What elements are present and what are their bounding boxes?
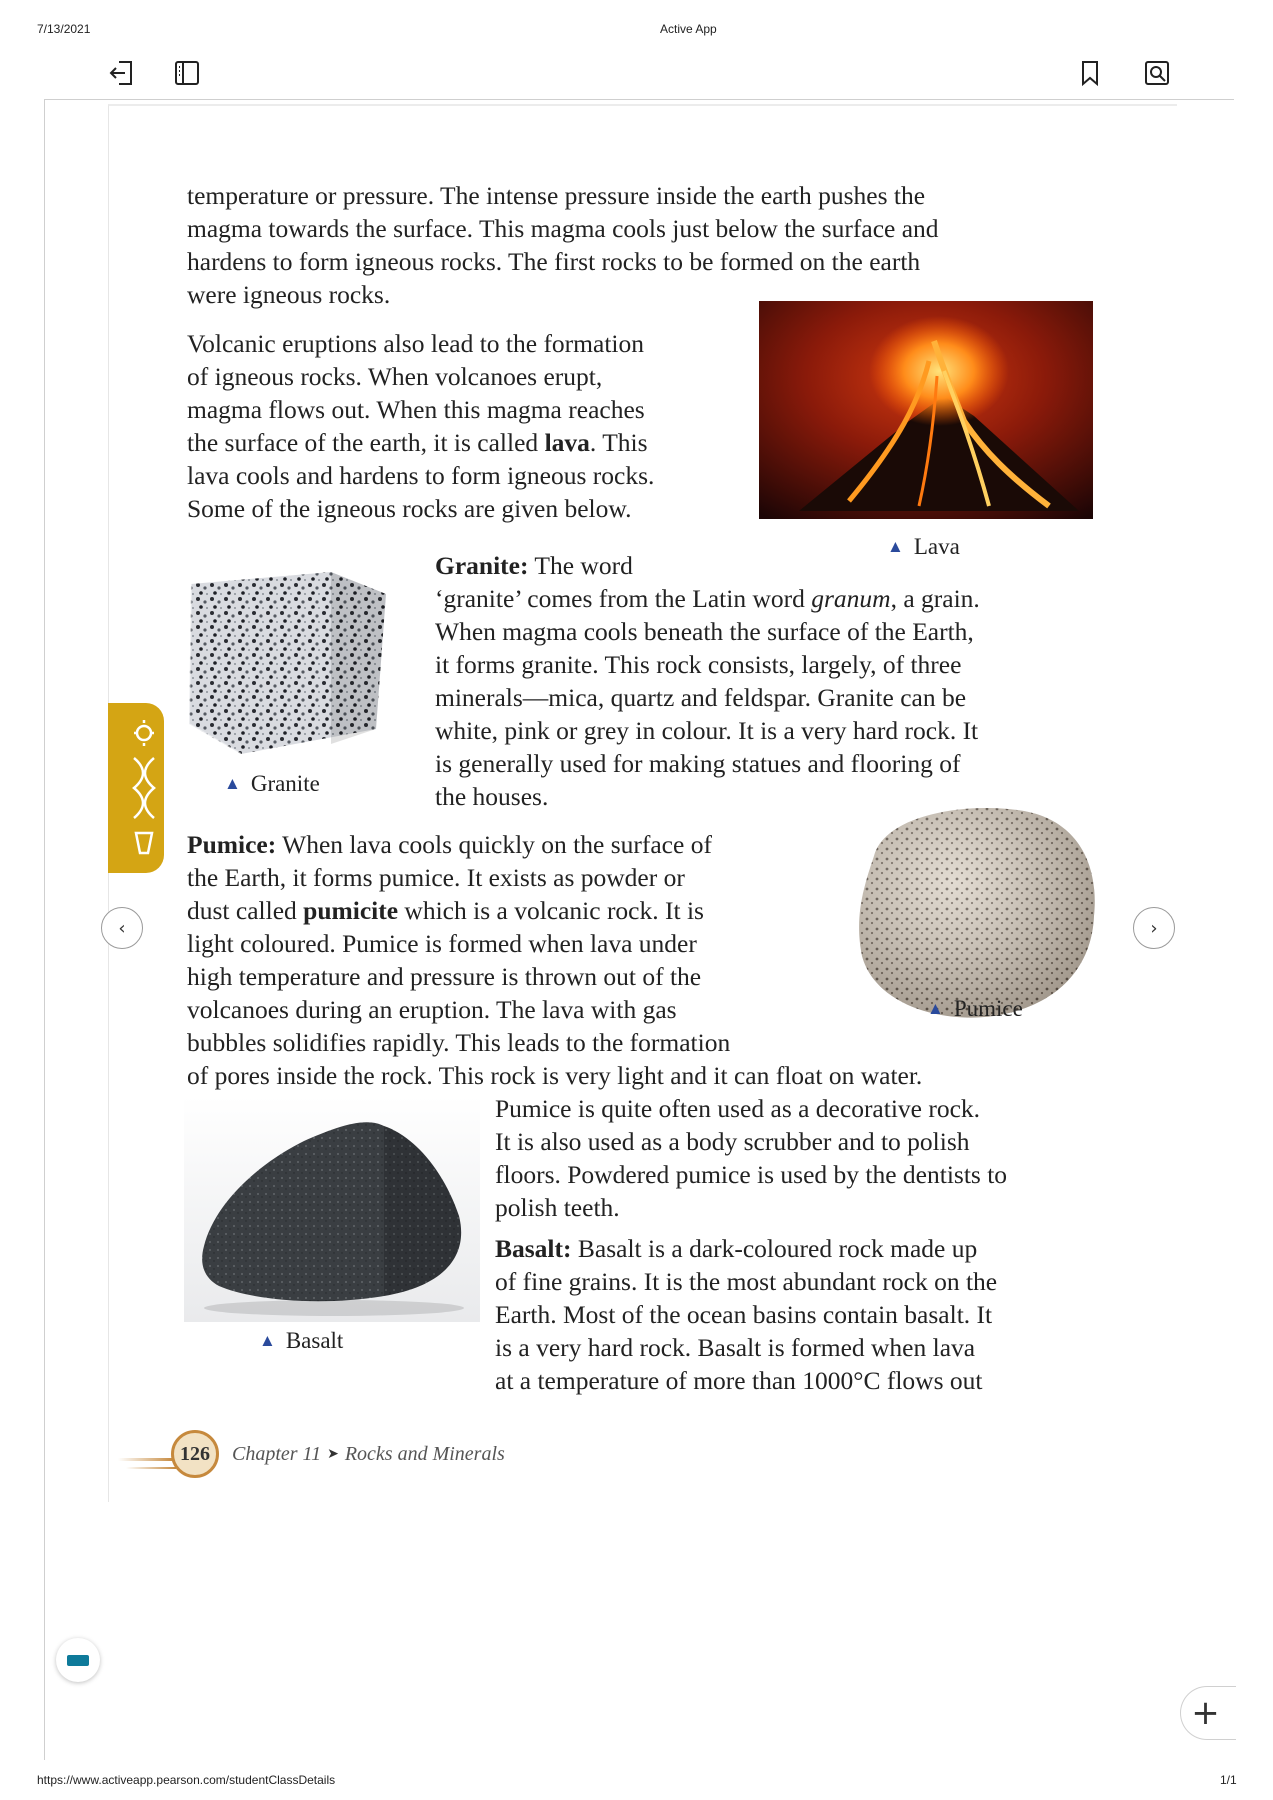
pumice-line: of pores inside the rock. This rock is very light and it can float on water. — [187, 1061, 923, 1090]
granite-line: When magma cools beneath the surface of the Earth, — [435, 617, 974, 646]
granite-line: ‘granite’ comes from the Latin word granum, a grain. — [435, 584, 980, 613]
pumice-line: polish teeth. — [495, 1193, 620, 1222]
pumice-line: the Earth, it forms pumice. It exists as powder or — [187, 863, 685, 892]
page-number-decoration — [126, 1467, 176, 1469]
basalt-line: at a temperature of more than 1000°C flows out — [495, 1366, 983, 1395]
pumice-line: Pumice is quite often used as a decorative rock. — [495, 1094, 981, 1123]
notes-toggle-button[interactable] — [56, 1638, 100, 1682]
pumice-line: volcanoes during an eruption. The lava with gas — [187, 995, 677, 1024]
page-number: 126 — [171, 1430, 219, 1478]
heading-pumice: Pumice: — [187, 830, 277, 859]
pumice-line: dust called pumicite which is a volcanic rock. It is — [187, 896, 704, 925]
caption-triangle-icon: ▲ — [224, 774, 241, 793]
caption-triangle-icon: ▲ — [927, 999, 944, 1018]
volcanic-line: Some of the igneous rocks are given below. — [187, 494, 632, 523]
granite-caption: ▲ Granite — [224, 771, 320, 796]
print-date: 7/13/2021 — [37, 22, 91, 36]
granite-line: the houses. — [435, 782, 549, 811]
basalt-caption: ▲ Basalt — [259, 1328, 344, 1353]
notes-icon — [67, 1655, 89, 1666]
volcanic-line: of igneous rocks. When volcanoes erupt, — [187, 362, 603, 391]
prev-page-button[interactable]: ‹ — [101, 907, 143, 949]
basalt-line: is a very hard rock. Basalt is formed when lava — [495, 1333, 976, 1362]
chevron-right-icon: ➤ — [327, 1447, 339, 1462]
chapter-label: Chapter 11 ➤ Rocks and Minerals — [232, 1443, 505, 1465]
intro-line: were igneous rocks. — [187, 280, 391, 309]
add-button[interactable]: + — [1180, 1686, 1236, 1740]
granite-line: is generally used for making statues and flooring of — [435, 749, 961, 778]
volcanic-line: lava cools and hardens to form igneous rocks. — [187, 461, 655, 490]
basalt-line: Earth. Most of the ocean basins contain basalt. It — [495, 1300, 993, 1329]
lava-caption: ▲ Lava — [887, 534, 960, 559]
intro-line: magma towards the surface. This magma cools just below the surface and — [187, 214, 939, 243]
pumice-line: floors. Powdered pumice is used by the dentists to — [495, 1160, 1008, 1189]
bookmark-icon[interactable] — [1075, 58, 1105, 88]
basalt-image — [184, 1096, 480, 1322]
lava-image — [759, 301, 1093, 519]
exit-icon[interactable] — [107, 58, 137, 88]
intro-line: temperature or pressure. The intense pressure inside the earth pushes the — [187, 181, 926, 210]
pumice-line: bubbles solidifies rapidly. This leads to the formation — [187, 1028, 731, 1057]
print-url: https://www.activeapp.pearson.com/studentClassDetails — [37, 1773, 336, 1787]
next-page-button[interactable]: › — [1133, 907, 1175, 949]
viewer-divider — [44, 99, 1234, 100]
volcanic-line: the surface of the earth, it is called lava. This — [187, 428, 648, 457]
caption-triangle-icon: ▲ — [887, 537, 904, 556]
science-tools-icon — [108, 703, 164, 873]
search-page-icon[interactable] — [1142, 58, 1172, 88]
print-title: Active App — [660, 22, 717, 36]
term-pumicite: pumicite — [303, 896, 399, 925]
pumice-image — [844, 796, 1106, 1024]
viewer-left-border — [44, 99, 45, 1760]
volcanic-line: magma flows out. When this magma reaches — [187, 395, 645, 424]
book-page — [108, 104, 1177, 1502]
granite-line: Granite: The word — [435, 551, 633, 580]
intro-line: hardens to form igneous rocks. The first rocks to be formed on the earth — [187, 247, 921, 276]
sidebar-toggle-icon[interactable] — [172, 58, 202, 88]
pumice-line: Pumice: When lava cools quickly on the surface of — [187, 830, 712, 859]
resources-side-tab[interactable] — [108, 703, 164, 873]
volcanic-line: Volcanic eruptions also lead to the formation — [187, 329, 644, 358]
granite-image — [181, 554, 391, 764]
heading-granite: Granite: — [435, 551, 529, 580]
term-lava: lava — [544, 428, 590, 457]
caption-triangle-icon: ▲ — [259, 1331, 276, 1350]
pumice-caption: ▲ Pumice — [927, 996, 1023, 1021]
pumice-line: high temperature and pressure is thrown out of the — [187, 962, 702, 991]
page-number-decoration — [118, 1458, 174, 1461]
pumice-line: It is also used as a body scrubber and to polish — [495, 1127, 970, 1156]
granite-line: white, pink or grey in colour. It is a very hard rock. It — [435, 716, 979, 745]
print-page-count: 1/1 — [1220, 1773, 1237, 1787]
granite-line: it forms granite. This rock consists, largely, of three — [435, 650, 962, 679]
basalt-line: of fine grains. It is the most abundant rock on the — [495, 1267, 998, 1296]
basalt-line: Basalt: Basalt is a dark-coloured rock made up — [495, 1234, 978, 1263]
granite-line: minerals—mica, quartz and feldspar. Granite can be — [435, 683, 967, 712]
heading-basalt: Basalt: — [495, 1234, 572, 1263]
pumice-line: light coloured. Pumice is formed when lava under — [187, 929, 697, 958]
